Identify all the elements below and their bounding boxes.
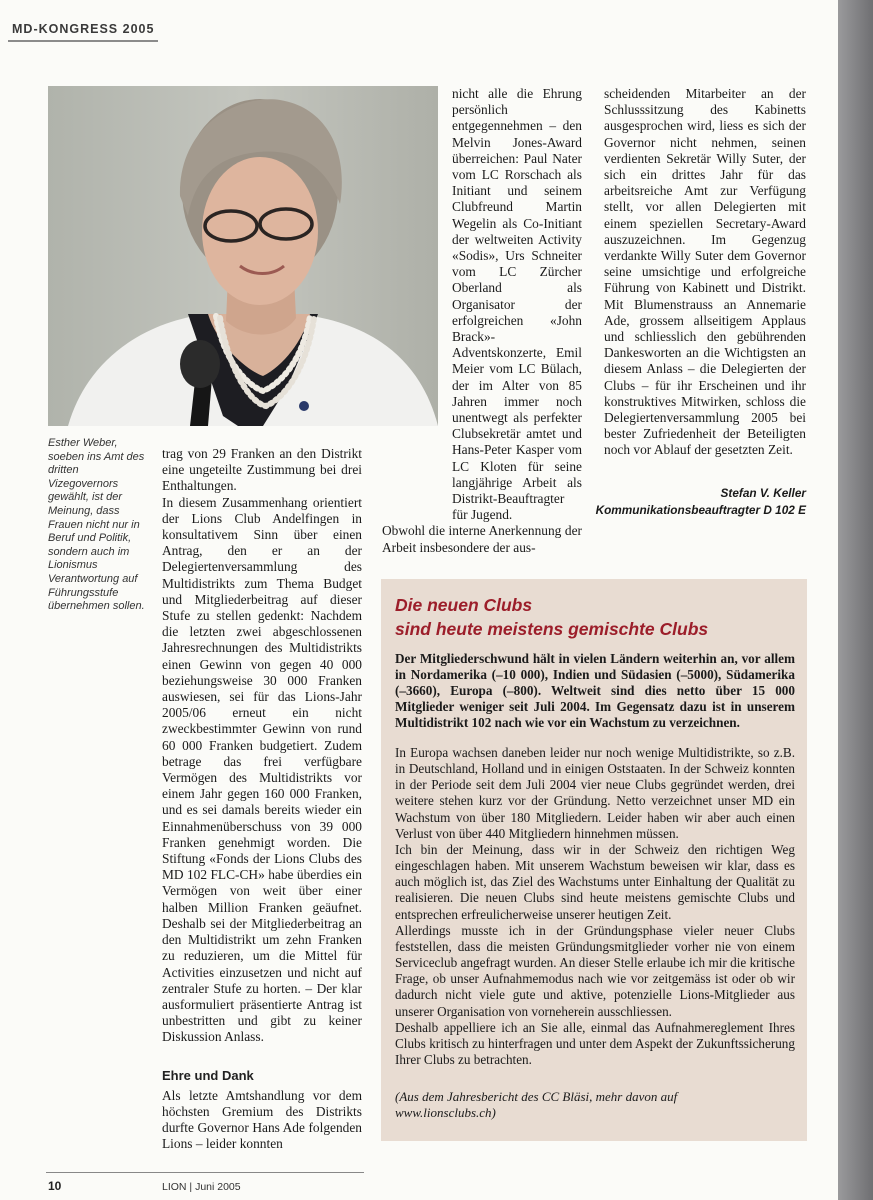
paragraph: Deshalb appelliere ich an Sie alle, einmal das Aufnahmereglement Ihres Clubs kritisch zu hinterfragen und unter dem Aspekt der Zukunftssicherung Ihrer Clubs zu betrachten.	[395, 1019, 795, 1067]
article-column-3	[604, 86, 806, 459]
paragraph: Als letzte Amtshandlung vor dem höchsten Gremium des Distrikts durfte Governor Hans Ade folgenden Lions – leider konnten	[162, 1087, 362, 1152]
box-body	[395, 745, 795, 1068]
sidebar-box	[381, 579, 807, 1141]
paragraph: trag von 29 Franken an den Distrikt eine ungeteilte Zustimmung bei drei Enthaltungen.	[162, 446, 362, 494]
portrait-illustration	[48, 86, 438, 426]
box-title	[395, 593, 795, 641]
scan-edge	[838, 0, 873, 1200]
box-source-note	[395, 1089, 795, 1121]
article-column-1	[162, 446, 362, 1153]
portrait-photo	[48, 86, 438, 426]
paragraph: scheidenden Mitarbeiter an der Schlusssitzung des Kabinetts ausgesprochen wird, liess es sich der Governor nicht nehmen, seinen verdienten Sekretär Willy Suter, der sich ein drittes Jahr für das arbeitsreiche Amt zur Verfügung stellt, vor allen Delegierten mit einem speziellen Secretary-Award auszuzeichnen. Im Gegenzug verdankte Willy Suter dem Governor seine umsichtige und erfolgreiche Führung von Kabinett und Distrikt. Mit Blumenstrauss an Annemarie Ade, grossem allseitigem Applaus und schliesslich den gebührenden Dankesworten an die Wichtigsten an diesem Anlass – die Delegierten der Clubs – für ihr Erscheinen und ihr konstruktives Mitwirken, schloss die Delegiertenversammlung 2005 bei bester Zufriedenheit der Beteiligten noch vor Ablauf der gesetzten Zeit.	[604, 86, 806, 458]
photo-caption: Esther Weber, soeben ins Amt des dritten Vizegovernors gewählt, ist der Meinung, dass Frauen nicht nur in Beruf und Politik, sondern auch im Lionismus Verantwortung auf Führungsstufe übernehmen sollen.	[48, 437, 145, 613]
header-rule	[8, 40, 158, 42]
section-heading: Ehre und Dank	[162, 1067, 254, 1083]
footer-rule	[46, 1172, 364, 1173]
box-title-line: sind heute meistens gemischte Clubs	[395, 619, 709, 639]
author-role: Kommunikationsbeauftragter D 102 E	[595, 503, 806, 517]
magazine-issue: LION | Juni 2005	[162, 1181, 241, 1193]
paragraph: In diesem Zusammenhang orientiert der Lions Club Andelfingen in konsultativem Sinn über einen Antrag, den er an der Delegiertenversammlung des Multidistrikts zum Thema Budget und Mitgliederbeitrag auf dieser Stufe zu stellen gedenkt: Nachdem die letzten zwei abgeschlossenen Jahresrechnungen des Multidistrikts einen Gewinn von gegen 40 000 beziehungsweise 30 000 Franken auswiesen, sei für das Lions-Jahr 2005/06 erneut ein nicht zweckbestimmter Gewinn von rund 60 000 Franken budgetiert. Zudem betrage das frei verfügbare Vermögen des Multidistrikts vor einem Jahr gegen 160 000 Franken, und es sei damals bereits wieder ein Einnahmenüberschuss von 39 000 Franken genehmigt worden. Die Stiftung «Fonds der Lions Clubs des MD 102 FLC-CH» habe überdies ein Vermögen von weit über einer halben Million Franken geäufnet. Deshalb sei der Mitgliederbeitrag an den Multidistrikt um zehn Franken zu reduzieren, um die Mittel für Activities einzusetzen und nicht auf zentraler Stufe zu horten. – Der klar ausformuliert präsentierte Antrag ist unbestritten und gibt zu keiner Diskussion Anlass.	[162, 494, 362, 1045]
paragraph: Ich bin der Meinung, dass wir in der Schweiz den richtigen Weg eingeschlagen haben. Mit unserem Wachstum beweisen wir klar, dass es auch möglich ist, das Ziel des Wachstums unter Einhaltung der Qualität zu realisieren. Die neuen Clubs sind heute meistens gemischte Clubs und entsprechen erfreulicherweise unserer heutigen Zeit.	[395, 841, 795, 922]
page-number: 10	[48, 1179, 62, 1193]
paragraph: In Europa wachsen daneben leider nur noch wenige Multidistrikte, so z.B. in Deutschland, Holland und in einigen Oststaaten. In der Schweiz konnten in der Periode seit dem Juli 2004 vier neue Clubs gegründet werden, drei weitere stehen kurz vor der Gründung. Netto verzeichnet unser MD ein Wachstum von über 180 Mitgliedern. Leider haben wir aber auch einen Verlust von über 440 Mitgliedern hinnehmen müssen.	[395, 745, 795, 841]
author-name: Stefan V. Keller	[720, 486, 806, 500]
paragraph: Allerdings musste ich in der Gründungsphase vieler neuer Clubs feststellen, dass die meisten Gründungsmitglieder vorher nie von einem Serviceclub angefragt wurden. An dieser Stelle erlaube ich mir die kritische Frage, ob unser Aufnahmemodus nach wie vor zeitgemäss ist oder ob wir dadurch nicht viele gute und aktive, potenzielle Lions-Mitglieder aus unserer Organisation von vorneherein ausschliessen.	[395, 922, 795, 1019]
note-link: www.lionsclubs.ch)	[395, 1105, 496, 1120]
paragraph: nicht alle die Ehrung persönlich entgegennehmen – den Melvin Jones-Award überreichen: Paul Nater vom LC Rorschach als Initiant und seinem Clubfreund Martin Wegelin als Co-Initiant der weltweiten Activity «Sodis», Urs Schneiter vom LC Zürcher Oberland als Organisator der erfolgreichen «John Brack»-Adventskonzerte, Emil Meier vom LC Bülach, der im Alter von 85 Jahren immer noch unentwegt als perfekter Clubsekretär amtet und Hans-Peter Kasper vom LC Kloten für seine langjährige Arbeit als Distrikt-Beauftragter für Jugend.	[452, 86, 582, 523]
note-line: (Aus dem Jahresbericht des CC Bläsi, mehr davon auf	[395, 1089, 678, 1104]
section-header: MD-KONGRESS 2005	[12, 22, 155, 36]
paragraph: Obwohl die interne Anerkennung der Arbeit insbesondere der aus-	[382, 523, 582, 555]
box-lead: Der Mitgliederschwund hält in vielen Ländern weiterhin an, vor allem in Nordamerika (–10 000), Indien und Südasien (–5000), Südamerika (–3660), Europa (–800). Weltweit sind dies netto über 15 000 Mitglieder weniger seit Juli 2004. Im Gegensatz dazu ist in unserem Multidistrikt 102 nach wie vor ein Wachstum zu verzeichnen.	[395, 651, 795, 730]
box-title-line: Die neuen Clubs	[395, 595, 533, 615]
article-column-2	[382, 86, 582, 556]
